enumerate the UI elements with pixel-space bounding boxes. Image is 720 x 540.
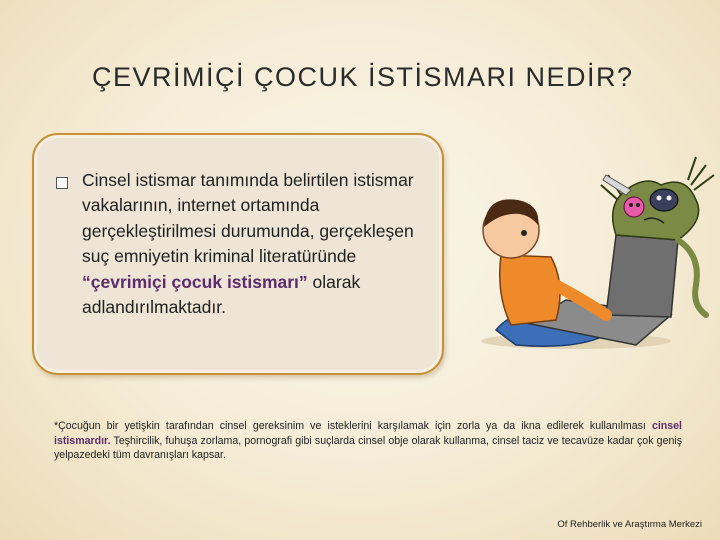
footnote-text-start: *Çocuğun bir yetişkin tarafından cinsel gereksinim ve isteklerini karşılamak için zorla ya da ikna edilerek kullanılması — [54, 420, 652, 432]
footnote-text-end: Teşhircilik, fuhuşa zorlama, pornografi gibi suçlarda cinsel obje olarak kullanma, cinsel taciz ve tecavüze kadar çok geniş yelpazedeki tüm davranışları kapsar. — [54, 434, 682, 462]
slide-title: ÇEVRİMİÇİ ÇOCUK İSTİSMARI NEDİR? — [92, 62, 634, 92]
bullet-text-start: Cinsel istismar tanımında belirtilen istismar vakalarının, internet ortamında gerçekleştirilmesi durumunda, gerçekleşen suç emniyetin kriminal literatüründe — [82, 170, 414, 267]
credit-text: Of Rehberlik ve Araştırma Merkezi — [557, 519, 702, 530]
bullet-text — [82, 168, 427, 320]
bullet-highlight: “çevrimiçi çocuk istismarı” — [82, 271, 308, 292]
bullet-text-end: olarak adlandırılmaktadır. — [82, 271, 361, 318]
checkbox-bullet-icon — [56, 177, 68, 189]
footnote — [54, 419, 682, 463]
footnote-highlight: cinsel istismardır. — [54, 420, 682, 447]
child-laptop-monsters-illustration — [456, 145, 718, 360]
